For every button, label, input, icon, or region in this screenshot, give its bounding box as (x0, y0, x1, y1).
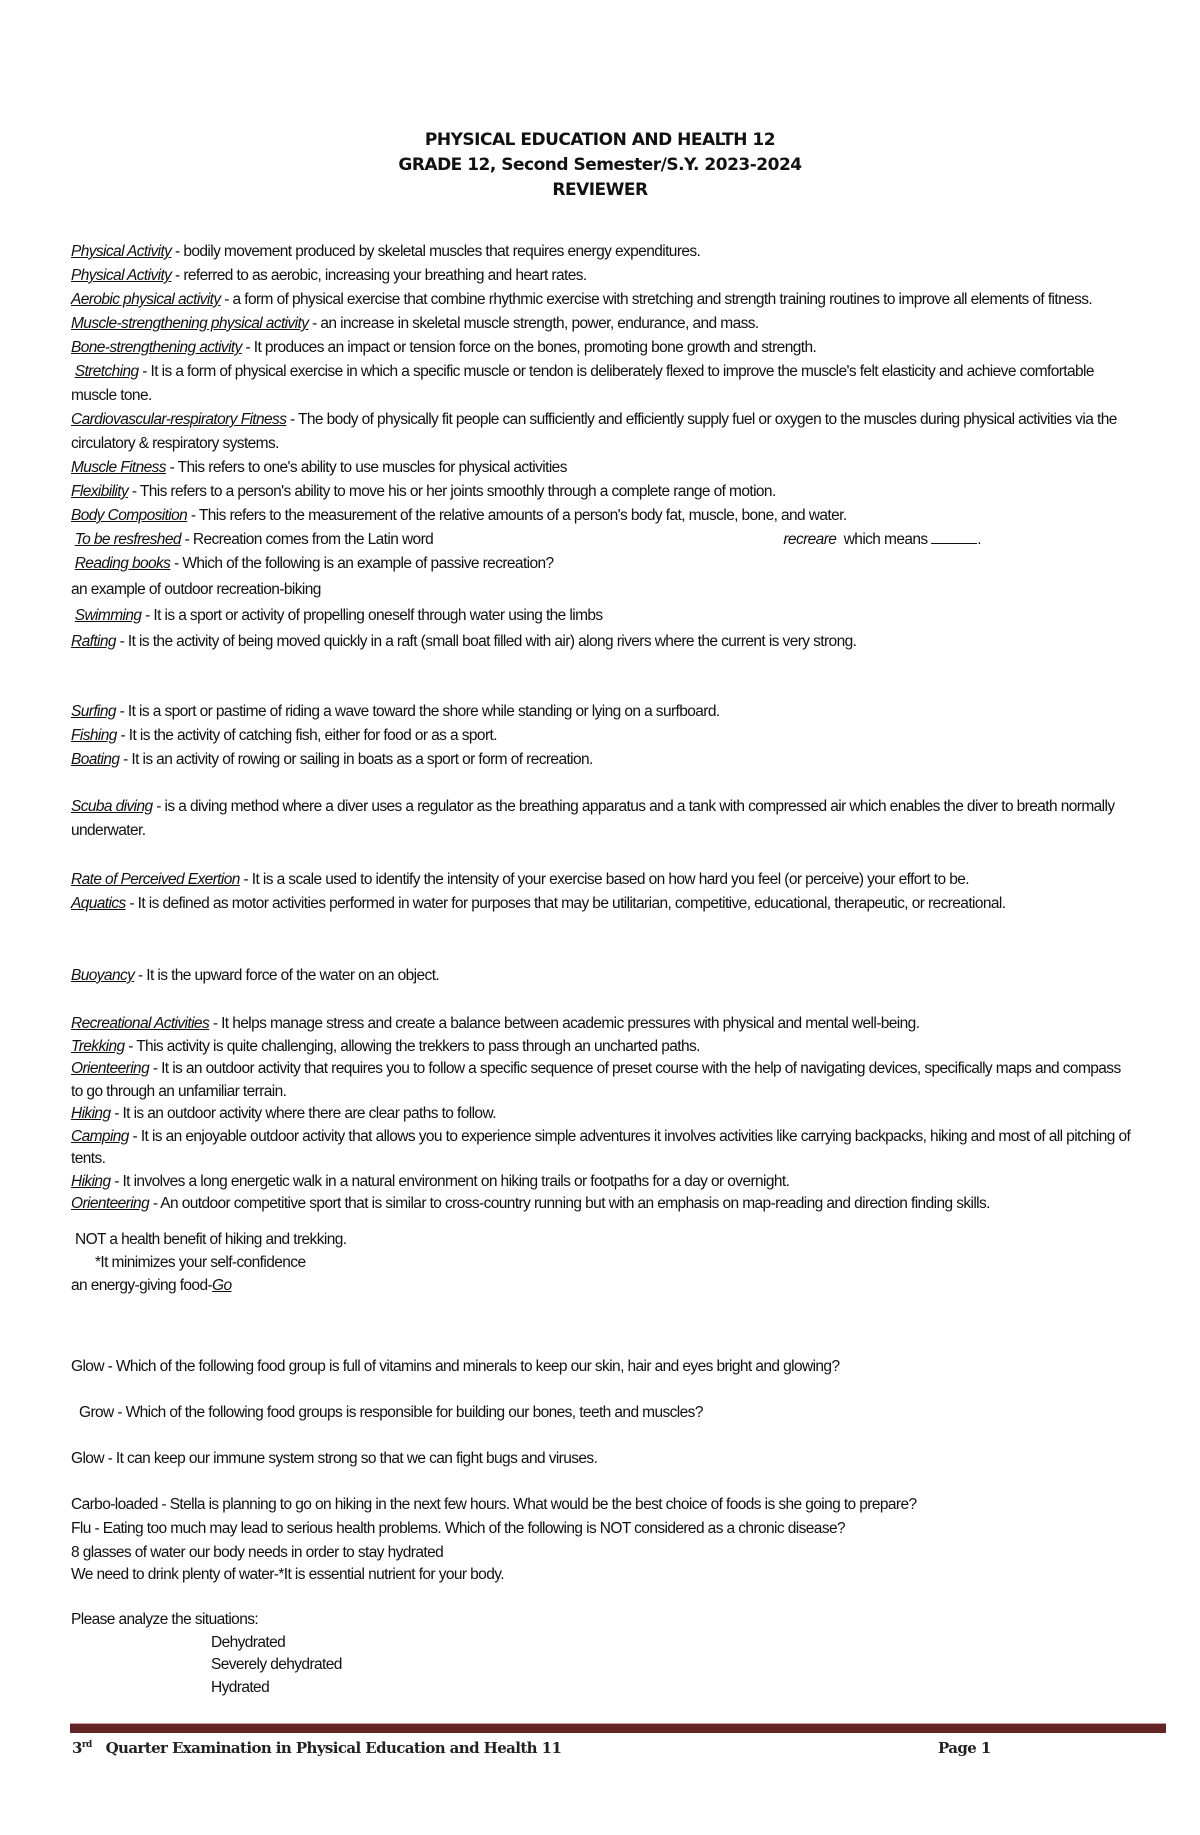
situations-label: Please analyze the situations: (71, 1611, 259, 1628)
recreation-entry: To be resfreshed - Recreation comes from the Latin word recreare which means . (74, 531, 981, 548)
title-line-3: REVIEWER (552, 180, 648, 200)
notes-block (71, 1228, 1131, 1297)
question-flu: Flu - Eating too much may lead to serious health problems. Which of the following is NOT considered as a chronic disease? (71, 1520, 846, 1537)
definition-entry: Orienteering - It is an outdoor activity that requires you to follow a specific sequence of preset course with the help of navigating devices, specifically maps and compass to go through an unfamiliar terrain. (71, 1060, 1121, 1100)
title-line-1: PHYSICAL EDUCATION AND HEALTH 12 (424, 130, 776, 150)
definitions-block-1 (71, 240, 1131, 654)
definition-entry: Orienteering - An outdoor competitive sport that is similar to cross-country running but with an emphasis on map-reading and direction finding skills. (71, 1195, 990, 1212)
question-glow-1: Glow - Which of the following food group is full of vitamins and minerals to keep our skin, hair and eyes bright and glowing? (71, 1358, 840, 1375)
definition-entry: Bone-strengthening activity - It produces an impact or tension force on the bones, promoting bone growth and strength. (71, 339, 817, 356)
definition-entry: Physical Activity - referred to as aerobic, increasing your breathing and heart rates. (71, 267, 587, 284)
footer-rule (70, 1723, 1166, 1733)
definition-entry: Flexibility - This refers to a person's ability to move his or her joints smoothly through a complete range of motion. (71, 483, 776, 500)
situation-item: Dehydrated (211, 1633, 286, 1651)
definition-entry: Boating - It is an activity of rowing or sailing in boats as a sport or form of recreation. (71, 751, 593, 768)
definition-entry: Muscle Fitness - This refers to one's ability to use muscles for physical activities (71, 459, 567, 476)
definition-entry: Hiking - It involves a long energetic walk in a natural environment on hiking trails or footpaths for a day or overnight. (71, 1172, 790, 1190)
definitions-block-4 (71, 868, 1131, 916)
definition-entry: Scuba diving - is a diving method where a diver uses a regulator as the breathing apparatus and a tank with compressed air which enables the diver to breath normally underwater. (71, 798, 1115, 839)
definition-entry: Fishing - It is the activity of catching fish, either for food or as a sport. (71, 727, 497, 744)
definition-entry: Physical Activity - bodily movement produced by skeletal muscles that requires energy expenditures. (71, 243, 701, 260)
definitions-block-5 (71, 964, 1131, 988)
footer-exam-title: 3rd Quarter Examination in Physical Education and Health 11 (72, 1739, 562, 1757)
definition-entry: Body Composition - This refers to the measurement of the relative amounts of a person's body fat, muscle, bone, and water. (71, 507, 847, 524)
situations-block (71, 1609, 1131, 1699)
definition-entry: Surfing - It is a sport or pastime of riding a wave toward the shore while standing or lying on a surfboard. (71, 703, 720, 720)
definition-entry: Muscle-strengthening physical activity - an increase in skeletal muscle strength, power, endurance, and mass. (71, 315, 759, 332)
question-glow-2: Glow - It can keep our immune system strong so that we can fight bugs and viruses. (71, 1450, 598, 1467)
plain-note: an example of outdoor recreation-biking (71, 581, 321, 598)
document-title (0, 128, 1200, 203)
question-carbo: Carbo-loaded - Stella is planning to go on hiking in the next few hours. What would be the best choice of foods is she going to prepare? (71, 1496, 917, 1513)
definition-entry: Camping - It is an enjoyable outdoor activity that allows you to experience simple adventures it involves activities like carrying backpacks, hiking and most of all pitching of tents. (71, 1127, 1131, 1167)
definitions-block-6 (71, 1013, 1131, 1216)
note-water-essential: We need to drink plenty of water-*It is essential nutrient for your body. (71, 1566, 504, 1583)
definitions-block-2 (71, 700, 1131, 772)
note-not-benefit: NOT a health benefit of hiking and trekking. (75, 1231, 347, 1248)
title-line-2: GRADE 12, Second Semester/S.Y. 2023-2024 (398, 155, 802, 175)
question-grow: Grow - Which of the following food groups is responsible for building our bones, teeth and muscles? (79, 1404, 703, 1421)
footer-page-number: Page 1 (938, 1739, 991, 1757)
definition-entry: Cardiovascular-respiratory Fitness - The body of physically fit people can sufficiently and efficiently supply fuel or oxygen to the muscles during physical activities via the circulatory & respiratory systems. (71, 411, 1117, 452)
definition-entry: Swimming - It is a sport or activity of propelling oneself through water using the limbs (74, 607, 603, 624)
answer-blank (931, 529, 977, 544)
note-water-glasses: 8 glasses of water our body needs in order to stay hydrated (71, 1544, 444, 1561)
situation-item: Hydrated (211, 1678, 270, 1696)
definitions-block-3 (71, 795, 1131, 843)
definition-entry: Recreational Activities - It helps manage stress and create a balance between academic pressures with physical and mental well-being. (71, 1015, 920, 1032)
definition-entry: Rafting - It is the activity of being moved quickly in a raft (small boat filled with air) along rivers where the current is very strong. (71, 633, 857, 650)
definition-entry: Reading books - Which of the following is an example of passive recreation? (74, 555, 554, 572)
definition-entry: Hiking - It is an outdoor activity where there are clear paths to follow. (71, 1105, 496, 1122)
definition-entry: Aerobic physical activity - a form of physical exercise that combine rhythmic exercise with stretching and strength training routines to improve all elements of fitness. (71, 291, 1093, 308)
note-minimizes: *It minimizes your self-confidence (95, 1254, 306, 1271)
definition-entry: Buoyancy - It is the upward force of the water on an object. (71, 967, 440, 984)
situation-item: Severely dehydrated (211, 1656, 342, 1673)
definition-entry: Rate of Perceived Exertion - It is a scale used to identify the intensity of your exercise based on how hard you feel (or perceive) your effort to be. (71, 871, 969, 888)
definition-entry: Stretching - It is a form of physical exercise in which a specific muscle or tendon is deliberately flexed to improve the muscle's felt elasticity and achieve comfortable muscle tone. (71, 363, 1094, 404)
definition-entry: Aquatics - It is defined as motor activities performed in water for purposes that may be utilitarian, competitive, educational, therapeutic, or recreational. (71, 895, 1006, 912)
definition-entry: Trekking - This activity is quite challenging, allowing the trekkers to pass through an uncharted paths. (71, 1037, 700, 1055)
note-energy-food: an energy-giving food-Go (71, 1277, 232, 1294)
